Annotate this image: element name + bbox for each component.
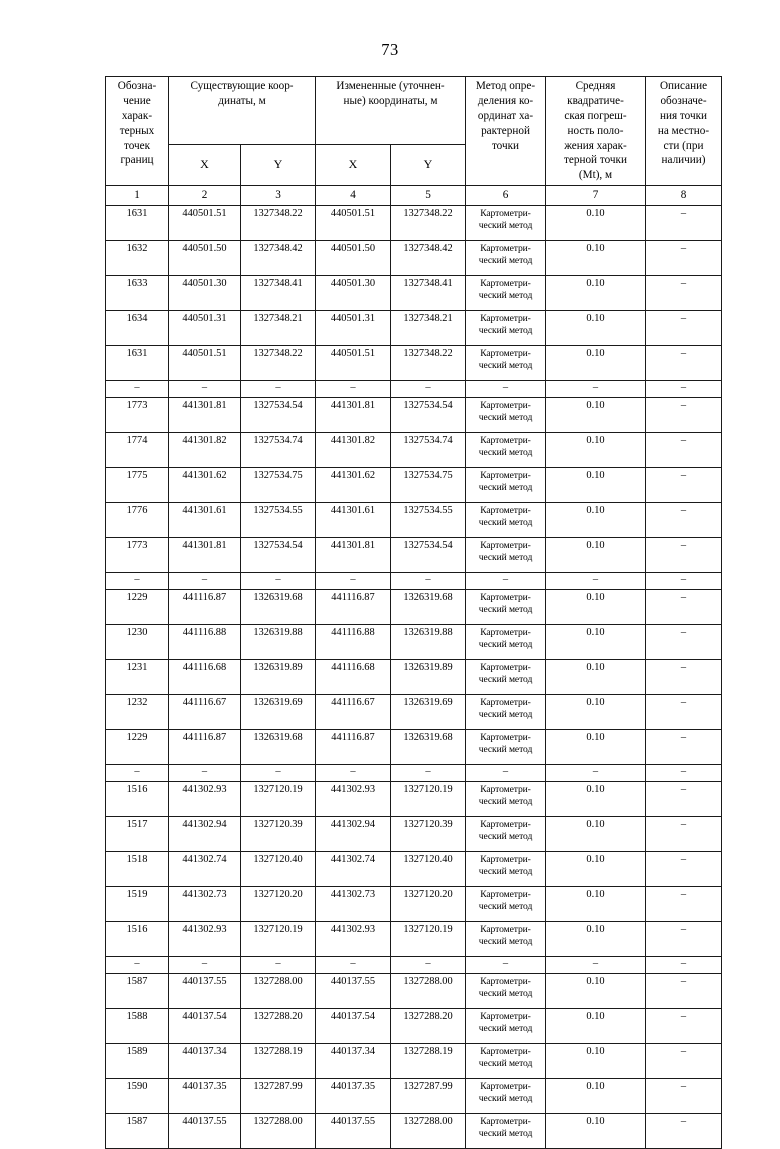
cell-existing-x: 441116.87 — [169, 590, 241, 625]
cell-changed-y: 1326319.88 — [391, 625, 466, 660]
cell-mean-square-error: 0.10 — [546, 346, 646, 381]
cell-changed-y: – — [391, 957, 466, 974]
cell-changed-x: 441301.61 — [316, 503, 391, 538]
column-number-8: 8 — [646, 186, 722, 206]
cell-existing-y: – — [241, 957, 316, 974]
table-row — [106, 660, 722, 695]
cell-description: – — [646, 782, 722, 817]
cell-point-designation: 1773 — [106, 398, 169, 433]
cell-changed-x: 440137.55 — [316, 974, 391, 1009]
cell-existing-x: 440501.50 — [169, 241, 241, 276]
cell-description: – — [646, 817, 722, 852]
cell-point-designation: 1587 — [106, 974, 169, 1009]
cell-point-designation: 1632 — [106, 241, 169, 276]
cell-description: – — [646, 730, 722, 765]
cell-changed-y: 1326319.89 — [391, 660, 466, 695]
cell-point-designation: 1634 — [106, 311, 169, 346]
cell-changed-x: 441302.73 — [316, 887, 391, 922]
cell-mean-square-error: 0.10 — [546, 538, 646, 573]
column-number-5: 5 — [391, 186, 466, 206]
cell-changed-y: 1327288.19 — [391, 1044, 466, 1079]
cell-point-designation: 1229 — [106, 730, 169, 765]
table-row — [106, 695, 722, 730]
cell-method: Картометри- ческий метод — [466, 1114, 546, 1149]
header-mean-square-error: Средняя квадратиче- ская погреш- ность поло- жения харак- терной точки (Мt), м — [546, 77, 646, 186]
cell-existing-y: 1327534.75 — [241, 468, 316, 503]
cell-existing-y: – — [241, 381, 316, 398]
cell-mean-square-error: 0.10 — [546, 468, 646, 503]
cell-changed-y: 1327288.00 — [391, 974, 466, 1009]
cell-changed-x: 440501.50 — [316, 241, 391, 276]
table-row — [106, 433, 722, 468]
cell-method: Картометри- ческий метод — [466, 1009, 546, 1044]
cell-existing-y: – — [241, 573, 316, 590]
header-existing-y: Y — [241, 145, 316, 186]
cell-changed-y: 1327288.00 — [391, 1114, 466, 1149]
cell-existing-y: 1327534.54 — [241, 538, 316, 573]
cell-existing-y: – — [241, 765, 316, 782]
cell-existing-x: 440137.34 — [169, 1044, 241, 1079]
cell-point-designation: 1518 — [106, 852, 169, 887]
cell-changed-x: 441301.62 — [316, 468, 391, 503]
header-point-designation: Обозна- чение харак- терных точек границ — [106, 77, 169, 186]
table-row — [106, 1114, 722, 1149]
cell-description: – — [646, 503, 722, 538]
cell-description: – — [646, 433, 722, 468]
cell-changed-x: 441116.68 — [316, 660, 391, 695]
cell-changed-y: 1327534.54 — [391, 538, 466, 573]
cell-changed-y: 1327348.22 — [391, 206, 466, 241]
cell-existing-y: 1327534.55 — [241, 503, 316, 538]
cell-description: – — [646, 695, 722, 730]
cell-mean-square-error: 0.10 — [546, 590, 646, 625]
cell-mean-square-error: 0.10 — [546, 887, 646, 922]
cell-method: – — [466, 957, 546, 974]
cell-method: – — [466, 765, 546, 782]
cell-description: – — [646, 1114, 722, 1149]
cell-changed-y: 1327287.99 — [391, 1079, 466, 1114]
cell-changed-y: 1326319.69 — [391, 695, 466, 730]
table-row — [106, 346, 722, 381]
cell-existing-y: 1327348.42 — [241, 241, 316, 276]
cell-description: – — [646, 206, 722, 241]
table-row — [106, 538, 722, 573]
cell-changed-x: 440137.54 — [316, 1009, 391, 1044]
cell-changed-x: 441302.93 — [316, 782, 391, 817]
cell-existing-y: 1326319.68 — [241, 730, 316, 765]
cell-changed-y: – — [391, 573, 466, 590]
cell-method: Картометри- ческий метод — [466, 730, 546, 765]
cell-existing-x: 441302.74 — [169, 852, 241, 887]
cell-point-designation: 1517 — [106, 817, 169, 852]
cell-point-designation: 1229 — [106, 590, 169, 625]
cell-changed-x: 441302.94 — [316, 817, 391, 852]
coordinates-table — [105, 76, 722, 1149]
cell-changed-x: 440137.34 — [316, 1044, 391, 1079]
header-point-description: Описание обозначе- ния точки на местно- сти (при наличии) — [646, 77, 722, 186]
table-separator-row — [106, 381, 722, 398]
header-changed-y: Y — [391, 145, 466, 186]
cell-point-designation: 1631 — [106, 346, 169, 381]
cell-description: – — [646, 922, 722, 957]
cell-mean-square-error: – — [546, 381, 646, 398]
table-separator-row — [106, 957, 722, 974]
cell-existing-x: – — [169, 381, 241, 398]
cell-existing-x: 441301.62 — [169, 468, 241, 503]
cell-method: Картометри- ческий метод — [466, 433, 546, 468]
cell-existing-y: 1326319.69 — [241, 695, 316, 730]
cell-description: – — [646, 660, 722, 695]
table-row — [106, 1044, 722, 1079]
cell-method: Картометри- ческий метод — [466, 503, 546, 538]
cell-changed-y: 1327120.19 — [391, 922, 466, 957]
table-body — [106, 206, 722, 1149]
cell-description: – — [646, 590, 722, 625]
cell-mean-square-error: – — [546, 765, 646, 782]
cell-changed-y: 1327348.41 — [391, 276, 466, 311]
table-row — [106, 730, 722, 765]
table-row — [106, 590, 722, 625]
header-row-numbering — [106, 186, 722, 206]
cell-mean-square-error: 0.10 — [546, 398, 646, 433]
column-number-3: 3 — [241, 186, 316, 206]
table-row — [106, 468, 722, 503]
cell-point-designation: 1588 — [106, 1009, 169, 1044]
cell-changed-y: 1327348.22 — [391, 346, 466, 381]
cell-point-designation: 1516 — [106, 782, 169, 817]
header-existing-x: X — [169, 145, 241, 186]
cell-changed-x: – — [316, 381, 391, 398]
cell-point-designation: 1519 — [106, 887, 169, 922]
cell-existing-x: – — [169, 765, 241, 782]
table-row — [106, 974, 722, 1009]
cell-existing-y: 1326319.88 — [241, 625, 316, 660]
cell-mean-square-error: – — [546, 573, 646, 590]
cell-changed-y: – — [391, 381, 466, 398]
cell-existing-y: 1327534.74 — [241, 433, 316, 468]
cell-changed-x: 441301.82 — [316, 433, 391, 468]
cell-existing-y: 1327534.54 — [241, 398, 316, 433]
cell-point-designation: 1776 — [106, 503, 169, 538]
cell-changed-y: 1326319.68 — [391, 590, 466, 625]
cell-changed-y: 1327534.54 — [391, 398, 466, 433]
cell-existing-y: 1327120.40 — [241, 852, 316, 887]
table-row — [106, 311, 722, 346]
cell-method: Картометри- ческий метод — [466, 887, 546, 922]
cell-mean-square-error: 0.10 — [546, 730, 646, 765]
cell-changed-y: 1327288.20 — [391, 1009, 466, 1044]
cell-description: – — [646, 311, 722, 346]
cell-point-designation: 1231 — [106, 660, 169, 695]
cell-method: Картометри- ческий метод — [466, 660, 546, 695]
cell-description: – — [646, 1009, 722, 1044]
cell-changed-x: – — [316, 765, 391, 782]
cell-method: Картометри- ческий метод — [466, 695, 546, 730]
cell-existing-x: 440501.30 — [169, 276, 241, 311]
table-row — [106, 625, 722, 660]
cell-existing-y: 1327348.22 — [241, 206, 316, 241]
cell-existing-x: 441302.94 — [169, 817, 241, 852]
cell-description: – — [646, 573, 722, 590]
header-existing-coordinates: Существующие коор- динаты, м — [169, 77, 316, 145]
column-number-1: 1 — [106, 186, 169, 206]
cell-changed-y: 1327348.42 — [391, 241, 466, 276]
table-row — [106, 817, 722, 852]
cell-mean-square-error: 0.10 — [546, 852, 646, 887]
cell-existing-y: 1327288.00 — [241, 974, 316, 1009]
cell-changed-x: 440501.31 — [316, 311, 391, 346]
cell-existing-x: 441302.93 — [169, 922, 241, 957]
cell-existing-x: 441116.67 — [169, 695, 241, 730]
table-row — [106, 1079, 722, 1114]
cell-description: – — [646, 398, 722, 433]
cell-changed-x: 440501.51 — [316, 346, 391, 381]
cell-mean-square-error: 0.10 — [546, 433, 646, 468]
cell-mean-square-error: 0.10 — [546, 660, 646, 695]
cell-mean-square-error: 0.10 — [546, 625, 646, 660]
column-number-4: 4 — [316, 186, 391, 206]
cell-method: Картометри- ческий метод — [466, 852, 546, 887]
cell-point-designation: 1230 — [106, 625, 169, 660]
cell-description: – — [646, 1079, 722, 1114]
cell-existing-x: 441301.81 — [169, 538, 241, 573]
cell-changed-x: 441301.81 — [316, 398, 391, 433]
table-row — [106, 887, 722, 922]
cell-method: Картометри- ческий метод — [466, 538, 546, 573]
cell-existing-x: 440501.51 — [169, 206, 241, 241]
cell-changed-x: 441302.74 — [316, 852, 391, 887]
table-separator-row — [106, 765, 722, 782]
cell-existing-y: 1327287.99 — [241, 1079, 316, 1114]
cell-method: Картометри- ческий метод — [466, 817, 546, 852]
cell-changed-y: 1327120.19 — [391, 782, 466, 817]
header-determination-method: Метод опре- деления ко- ординат ха- рактерной точки — [466, 77, 546, 186]
cell-changed-x: 440501.51 — [316, 206, 391, 241]
cell-method: Картометри- ческий метод — [466, 922, 546, 957]
cell-point-designation: 1633 — [106, 276, 169, 311]
cell-mean-square-error: 0.10 — [546, 1009, 646, 1044]
column-number-6: 6 — [466, 186, 546, 206]
cell-mean-square-error: 0.10 — [546, 311, 646, 346]
cell-mean-square-error: 0.10 — [546, 206, 646, 241]
cell-existing-y: 1327348.41 — [241, 276, 316, 311]
cell-point-designation: 1775 — [106, 468, 169, 503]
cell-method: Картометри- ческий метод — [466, 468, 546, 503]
cell-existing-x: 441116.68 — [169, 660, 241, 695]
cell-point-designation: 1232 — [106, 695, 169, 730]
cell-existing-y: 1326319.68 — [241, 590, 316, 625]
cell-method: Картометри- ческий метод — [466, 276, 546, 311]
cell-changed-x: 441301.81 — [316, 538, 391, 573]
cell-point-designation: 1590 — [106, 1079, 169, 1114]
cell-existing-x: 441301.61 — [169, 503, 241, 538]
table-row — [106, 276, 722, 311]
cell-changed-y: 1327120.20 — [391, 887, 466, 922]
cell-method: Картометри- ческий метод — [466, 590, 546, 625]
cell-changed-x: – — [316, 957, 391, 974]
cell-method: Картометри- ческий метод — [466, 625, 546, 660]
table-row — [106, 241, 722, 276]
cell-existing-x: 441116.88 — [169, 625, 241, 660]
page-number: 73 — [381, 40, 399, 59]
cell-mean-square-error: 0.10 — [546, 695, 646, 730]
cell-existing-y: 1327120.39 — [241, 817, 316, 852]
cell-changed-x: 441116.87 — [316, 590, 391, 625]
table-header — [106, 77, 722, 206]
cell-point-designation: 1516 — [106, 922, 169, 957]
cell-changed-x: 441116.67 — [316, 695, 391, 730]
cell-existing-x: 441302.93 — [169, 782, 241, 817]
cell-method: Картометри- ческий метод — [466, 206, 546, 241]
cell-existing-y: 1326319.89 — [241, 660, 316, 695]
cell-changed-y: 1327534.55 — [391, 503, 466, 538]
cell-changed-y: 1327120.39 — [391, 817, 466, 852]
cell-changed-y: 1327534.74 — [391, 433, 466, 468]
cell-existing-x: 440137.54 — [169, 1009, 241, 1044]
cell-point-designation: – — [106, 573, 169, 590]
cell-point-designation: – — [106, 381, 169, 398]
cell-existing-y: 1327120.19 — [241, 922, 316, 957]
cell-mean-square-error: 0.10 — [546, 782, 646, 817]
table-row — [106, 922, 722, 957]
cell-method: – — [466, 381, 546, 398]
cell-point-designation: 1587 — [106, 1114, 169, 1149]
table-row — [106, 852, 722, 887]
cell-mean-square-error: 0.10 — [546, 241, 646, 276]
cell-changed-y: 1327348.21 — [391, 311, 466, 346]
cell-existing-y: 1327120.19 — [241, 782, 316, 817]
column-number-2: 2 — [169, 186, 241, 206]
cell-method: Картометри- ческий метод — [466, 241, 546, 276]
cell-mean-square-error: 0.10 — [546, 974, 646, 1009]
cell-existing-y: 1327348.22 — [241, 346, 316, 381]
cell-description: – — [646, 346, 722, 381]
cell-existing-x: 441116.87 — [169, 730, 241, 765]
cell-description: – — [646, 1044, 722, 1079]
cell-description: – — [646, 381, 722, 398]
cell-description: – — [646, 974, 722, 1009]
cell-method: Картометри- ческий метод — [466, 1079, 546, 1114]
cell-method: Картометри- ческий метод — [466, 974, 546, 1009]
cell-existing-x: 440137.55 — [169, 1114, 241, 1149]
cell-description: – — [646, 852, 722, 887]
cell-point-designation: – — [106, 957, 169, 974]
cell-existing-x: – — [169, 573, 241, 590]
cell-description: – — [646, 957, 722, 974]
cell-changed-x: 441116.87 — [316, 730, 391, 765]
table-row — [106, 398, 722, 433]
cell-description: – — [646, 241, 722, 276]
cell-description: – — [646, 276, 722, 311]
cell-existing-x: – — [169, 957, 241, 974]
cell-description: – — [646, 625, 722, 660]
cell-mean-square-error: 0.10 — [546, 276, 646, 311]
cell-changed-x: 441302.93 — [316, 922, 391, 957]
cell-method: Картометри- ческий метод — [466, 346, 546, 381]
cell-point-designation: 1589 — [106, 1044, 169, 1079]
header-changed-x: X — [316, 145, 391, 186]
cell-mean-square-error: 0.10 — [546, 922, 646, 957]
cell-changed-x: 441116.88 — [316, 625, 391, 660]
cell-description: – — [646, 538, 722, 573]
table-row — [106, 206, 722, 241]
cell-changed-y: – — [391, 765, 466, 782]
cell-existing-x: 440501.51 — [169, 346, 241, 381]
cell-changed-x: 440501.30 — [316, 276, 391, 311]
cell-existing-y: 1327348.21 — [241, 311, 316, 346]
cell-point-designation: 1773 — [106, 538, 169, 573]
table-separator-row — [106, 573, 722, 590]
cell-mean-square-error: – — [546, 957, 646, 974]
cell-mean-square-error: 0.10 — [546, 1114, 646, 1149]
table-row — [106, 1009, 722, 1044]
cell-method: Картометри- ческий метод — [466, 398, 546, 433]
cell-existing-x: 440137.35 — [169, 1079, 241, 1114]
cell-existing-x: 441301.82 — [169, 433, 241, 468]
column-number-7: 7 — [546, 186, 646, 206]
cell-existing-x: 441302.73 — [169, 887, 241, 922]
cell-existing-y: 1327288.19 — [241, 1044, 316, 1079]
cell-mean-square-error: 0.10 — [546, 1079, 646, 1114]
cell-point-designation: – — [106, 765, 169, 782]
header-changed-coordinates: Измененные (уточнен- ные) координаты, м — [316, 77, 466, 145]
cell-changed-x: 440137.55 — [316, 1114, 391, 1149]
cell-changed-x: – — [316, 573, 391, 590]
cell-existing-x: 441301.81 — [169, 398, 241, 433]
cell-changed-y: 1327534.75 — [391, 468, 466, 503]
cell-existing-y: 1327288.20 — [241, 1009, 316, 1044]
cell-point-designation: 1631 — [106, 206, 169, 241]
cell-mean-square-error: 0.10 — [546, 817, 646, 852]
cell-description: – — [646, 468, 722, 503]
cell-method: – — [466, 573, 546, 590]
cell-changed-x: 440137.35 — [316, 1079, 391, 1114]
table-row — [106, 782, 722, 817]
cell-changed-y: 1326319.68 — [391, 730, 466, 765]
header-row-titles — [106, 77, 722, 145]
cell-existing-y: 1327288.00 — [241, 1114, 316, 1149]
cell-existing-y: 1327120.20 — [241, 887, 316, 922]
cell-description: – — [646, 765, 722, 782]
cell-existing-x: 440501.31 — [169, 311, 241, 346]
cell-point-designation: 1774 — [106, 433, 169, 468]
table-row — [106, 503, 722, 538]
cell-changed-y: 1327120.40 — [391, 852, 466, 887]
cell-description: – — [646, 887, 722, 922]
cell-mean-square-error: 0.10 — [546, 1044, 646, 1079]
coordinates-table-container — [105, 76, 721, 1149]
cell-method: Картометри- ческий метод — [466, 1044, 546, 1079]
cell-existing-x: 440137.55 — [169, 974, 241, 1009]
cell-method: Картометри- ческий метод — [466, 782, 546, 817]
cell-mean-square-error: 0.10 — [546, 503, 646, 538]
cell-method: Картометри- ческий метод — [466, 311, 546, 346]
